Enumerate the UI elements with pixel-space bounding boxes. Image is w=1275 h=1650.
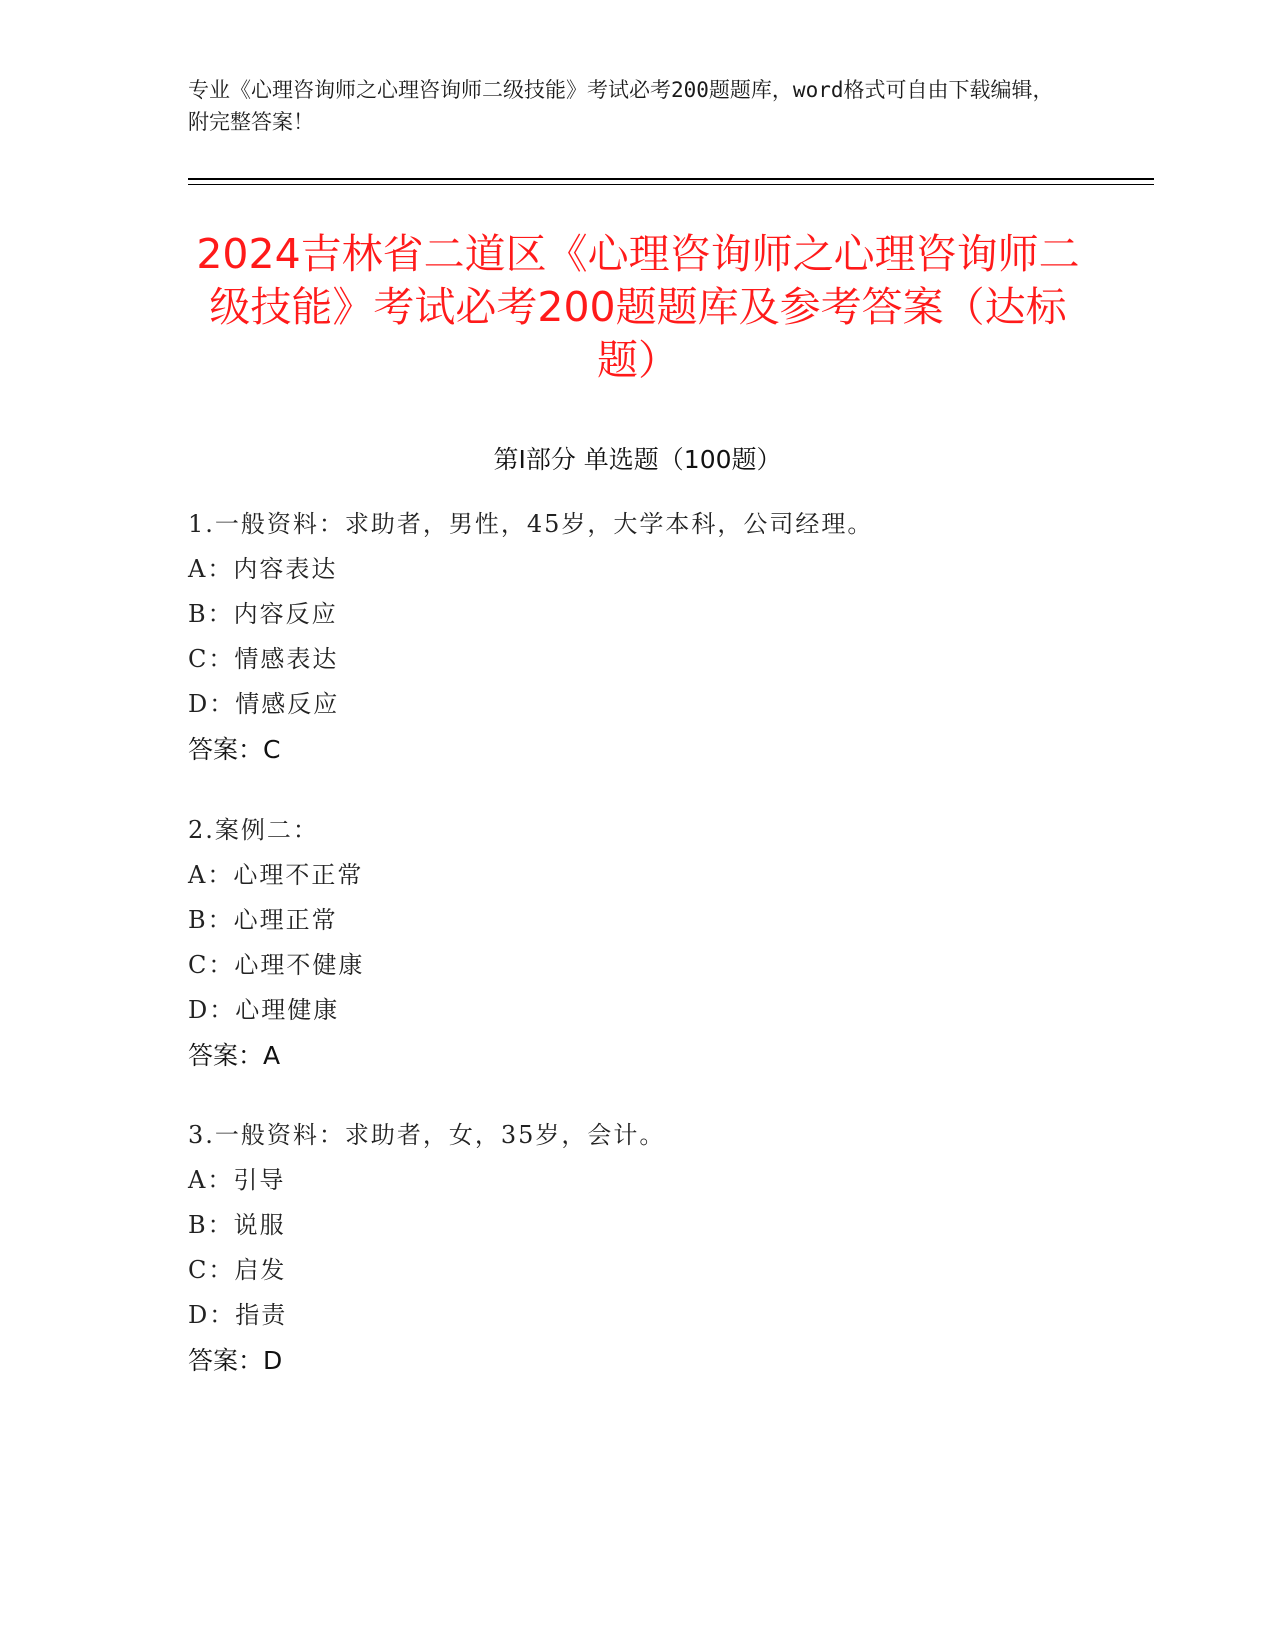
header-divider-thin (188, 184, 1154, 185)
header-divider-thick (188, 178, 1154, 180)
question-2 (188, 808, 1088, 1078)
option-b: B：心理正常 (188, 906, 338, 934)
option-a: A：引导 (188, 1166, 286, 1194)
header-note: 专业《心理咨询师之心理咨询师二级技能》考试必考200题题库，word格式可自由下载编辑，附完整答案！ (188, 78, 1054, 134)
question-1 (188, 502, 1088, 772)
document-title: 2024吉林省二道区《心理咨询师之心理咨询师二级技能》考试必考200题题库及参考答案（达标题） (196, 230, 1080, 384)
option-c: C：启发 (188, 1256, 287, 1284)
option-b: B：说服 (188, 1211, 286, 1239)
answer-line: 答案：A (188, 1041, 281, 1070)
option-d: D：心理健康 (188, 996, 340, 1024)
option-d: D：指责 (188, 1301, 288, 1329)
answer-line: 答案：C (188, 735, 281, 764)
question-stem: 3.一般资料：求助者，女，35岁，会计。 (188, 1121, 666, 1149)
question-stem: 2.案例二： (188, 816, 319, 844)
answer-line: 答案：D (188, 1346, 283, 1375)
option-c: C：情感表达 (188, 645, 339, 673)
section-heading: 第I部分 单选题（100题） (493, 445, 782, 474)
option-d: D：情感反应 (188, 690, 340, 718)
option-a: A：内容表达 (188, 555, 338, 583)
option-b: B：内容反应 (188, 600, 338, 628)
question-3 (188, 1113, 1088, 1383)
option-c: C：心理不健康 (188, 951, 365, 979)
question-stem: 1.一般资料：求助者，男性，45岁，大学本科，公司经理。 (188, 510, 874, 538)
option-a: A：心理不正常 (188, 861, 364, 889)
